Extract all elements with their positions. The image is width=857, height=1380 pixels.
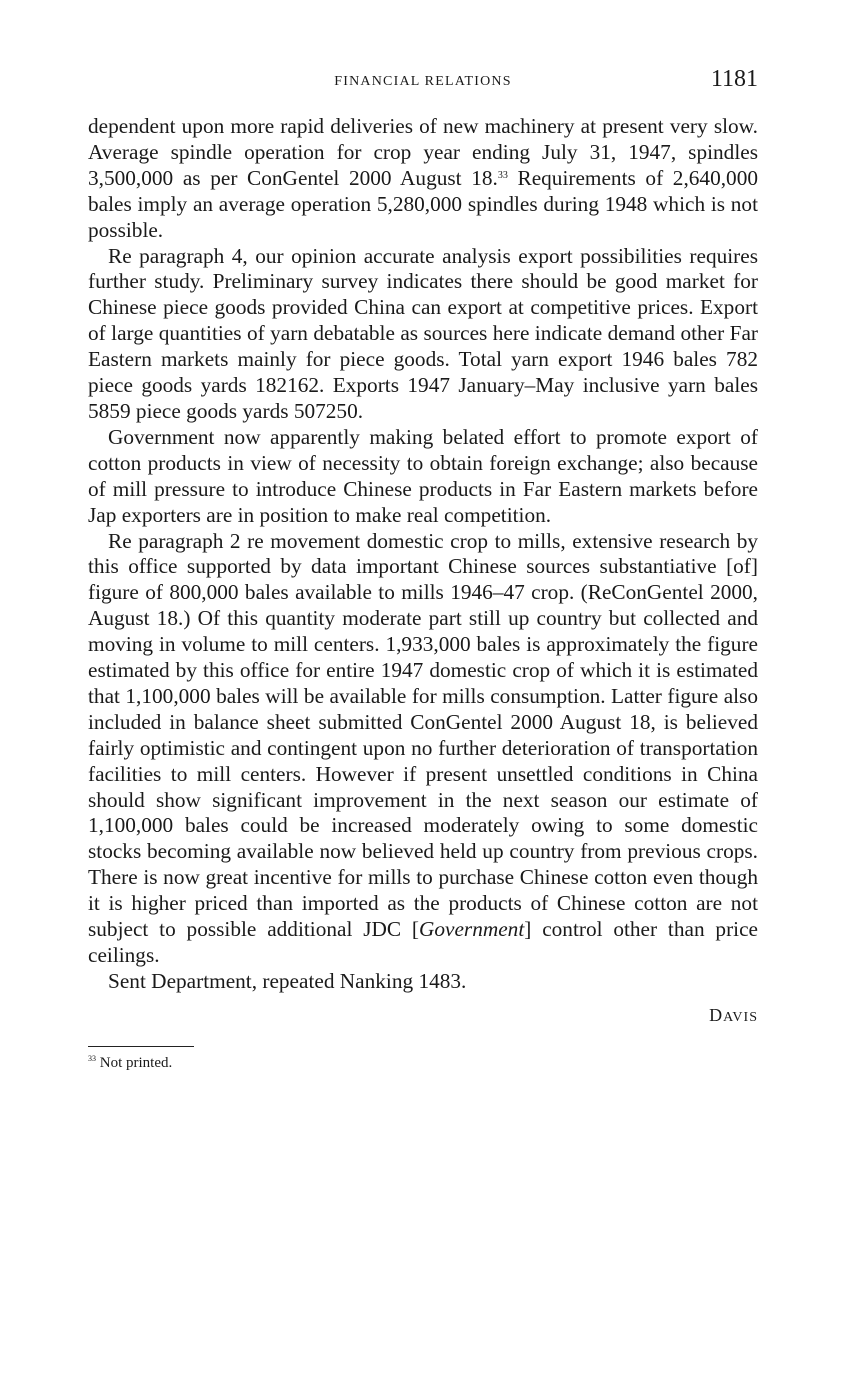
paragraph-4-text-b: ] control other than price ceilings.	[88, 917, 758, 967]
paragraph-4-text-a: Re paragraph 2 re movement domestic crop to mills, extensive research by this office supported by data important Chinese sources substantiative [of] figure of 800,000 bales available to mills 1946–47 crop. (ReConGentel 2000, August 18.) Of this quantity moderate part still up country but collected and moving in volume to mill centers. 1,933,000 bales is approximately the figure estimated by this office for entire 1947 domestic crop of which it is estimated that 1,100,000 bales will be available for mills consumption. Latter figure also included in balance sheet submitted ConGentel 2000 August 18, is believed fairly optimistic and contingent upon no further deterioration of transportation facilities to mill centers. However if present unsettled conditions in China should show significant improvement in the next season our estimate of 1,100,000 bales could be increased moderately owing to some domestic stocks becoming available now believed held up country from previous crops. There is now great incentive for mills to purchase Chinese cotton even though it is higher priced than imported as the products of Chinese cotton are not subject to possible additional JDC [	[88, 528, 758, 942]
paragraph-5: Sent Department, repeated Nanking 1483.	[108, 968, 467, 993]
paragraph-1-text-a: dependent upon more rapid deliveries of new machinery at present very slow. Average spindle operation for crop year ending July 31, 1947, spindles 3,500,000 as per ConGentel 2000 August 18.	[88, 114, 758, 190]
paragraph-4-italic: Government	[418, 917, 525, 942]
signature-initial: D	[709, 1004, 724, 1025]
running-head	[88, 62, 758, 102]
paragraph-4	[88, 529, 758, 969]
footnote-mark: 33	[88, 1053, 96, 1063]
document-page	[88, 62, 758, 1072]
signature-rest: AVIS	[723, 1009, 758, 1025]
footnote	[88, 1055, 758, 1072]
paragraph-2: Re paragraph 4, our opinion accurate analysis export possibilities requires further study. Preliminary survey indicates there should be good market for Chinese piece goods provided China can export at competitive prices. Export of large quantities of yarn debatable as sources here indicate demand other Far Eastern markets mainly for piece goods. Total yarn export 1946 bales 782 piece goods yards 182162. Exports 1947 January–May inclusive yarn bales 5859 piece goods yards 507250.	[88, 243, 758, 423]
paragraph-1-text-b: Requirements of 2,640,000 bales imply an average operation 5,280,000 spindles during 1948 which is not possible.	[88, 165, 758, 242]
footnote-divider	[88, 1046, 194, 1047]
footnote-text: Not printed.	[96, 1054, 173, 1071]
signature	[88, 1005, 758, 1026]
paragraph-1	[88, 114, 758, 244]
body-text	[88, 114, 758, 995]
running-title: FINANCIAL RELATIONS	[334, 74, 512, 89]
page-number: 1181	[710, 66, 758, 92]
paragraph-3: Government now apparently making belated effort to promote export of cotton products in view of necessity to obtain foreign exchange; also because of mill pressure to introduce Chinese products in Far Eastern markets before Jap exporters are in position to make real competition.	[88, 424, 758, 527]
footnote-reference: 33	[497, 169, 508, 181]
